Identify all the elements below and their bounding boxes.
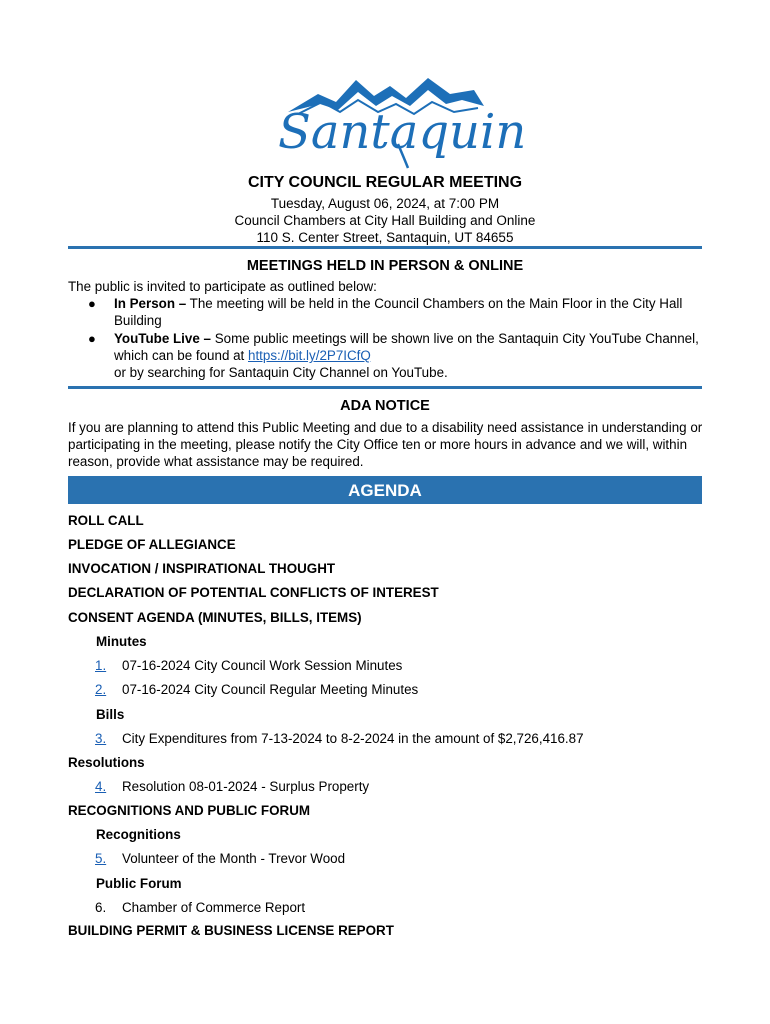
consent-agenda: CONSENT AGENDA (MINUTES, BILLS, ITEMS) — [68, 610, 362, 625]
bullet-icon: ● — [88, 296, 96, 311]
item-1-link[interactable]: 1. — [95, 658, 107, 673]
conflicts: DECLARATION OF POTENTIAL CONFLICTS OF INTEREST — [68, 585, 439, 600]
ada-text: If you are planning to attend this Public Meeting and due to a disability need assistance in understanding or participating in the meeting, please notify the City Office ten or more hours in advance and we will, within reason, provide what assistance may be required. — [68, 420, 703, 469]
item-6-number: 6. — [95, 900, 107, 915]
youtube-text2: or by searching for Santaquin City Channel on YouTube. — [114, 365, 448, 380]
divider — [68, 246, 702, 249]
meeting-datetime: Tuesday, August 06, 2024, at 7:00 PM — [270, 196, 500, 211]
meetings-intro: The public is invited to participate as outlined below: — [68, 279, 377, 294]
youtube-text: Some public meetings will be shown live on the Santaquin City YouTube Channel, which can be found at — [114, 331, 699, 363]
recognitions-forum: RECOGNITIONS AND PUBLIC FORUM — [68, 803, 311, 818]
minutes-label: Minutes — [96, 634, 147, 649]
public-forum-label: Public Forum — [96, 876, 182, 891]
recognitions-label: Recognitions — [96, 827, 181, 842]
item-4: Resolution 08-01-2024 - Surplus Property — [122, 779, 370, 794]
logo-wordmark: Santaquin — [278, 104, 527, 160]
item-2: 07-16-2024 City Council Regular Meeting Minutes — [122, 682, 419, 697]
item-5: Volunteer of the Month - Trevor Wood — [122, 851, 346, 866]
item-3: City Expenditures from 7-13-2024 to 8-2-2024 in the amount of $2,726,416.87 — [122, 731, 584, 746]
roll-call: ROLL CALL — [68, 513, 144, 528]
youtube-item — [114, 330, 708, 381]
in-person-item — [114, 295, 708, 329]
meeting-title: CITY COUNCIL REGULAR MEETING — [247, 174, 523, 191]
pledge: PLEDGE OF ALLEGIANCE — [68, 537, 236, 552]
item-2-link[interactable]: 2. — [95, 682, 107, 697]
invocation: INVOCATION / INSPIRATIONAL THOUGHT — [68, 561, 336, 576]
meetings-heading: MEETINGS HELD IN PERSON & ONLINE — [246, 258, 524, 274]
item-1: 07-16-2024 City Council Work Session Minutes — [122, 658, 403, 673]
meeting-address: 110 S. Center Street, Santaquin, UT 84655 — [256, 230, 514, 245]
in-person-text: The meeting will be held in the Council Chambers on the Main Floor in the City Hall Building — [114, 296, 683, 328]
item-5-link[interactable]: 5. — [95, 851, 107, 866]
agenda-header: AGENDA — [68, 476, 702, 504]
ada-heading: ADA NOTICE — [340, 398, 430, 414]
bills-label: Bills — [96, 707, 125, 722]
building-report: BUILDING PERMIT & BUSINESS LICENSE REPORT — [68, 923, 394, 938]
in-person-label: In Person – — [114, 296, 187, 311]
item-4-link[interactable]: 4. — [95, 779, 107, 794]
santaquin-logo — [278, 72, 527, 172]
divider — [68, 386, 702, 389]
bullet-icon: ● — [88, 331, 96, 346]
meeting-location: Council Chambers at City Hall Building and Online — [234, 213, 536, 228]
youtube-label: YouTube Live – — [114, 331, 211, 346]
item-6: Chamber of Commerce Report — [122, 900, 306, 915]
item-3-link[interactable]: 3. — [95, 731, 107, 746]
youtube-link[interactable]: https://bit.ly/2P7ICfQ — [248, 348, 371, 363]
resolutions: Resolutions — [68, 755, 145, 770]
